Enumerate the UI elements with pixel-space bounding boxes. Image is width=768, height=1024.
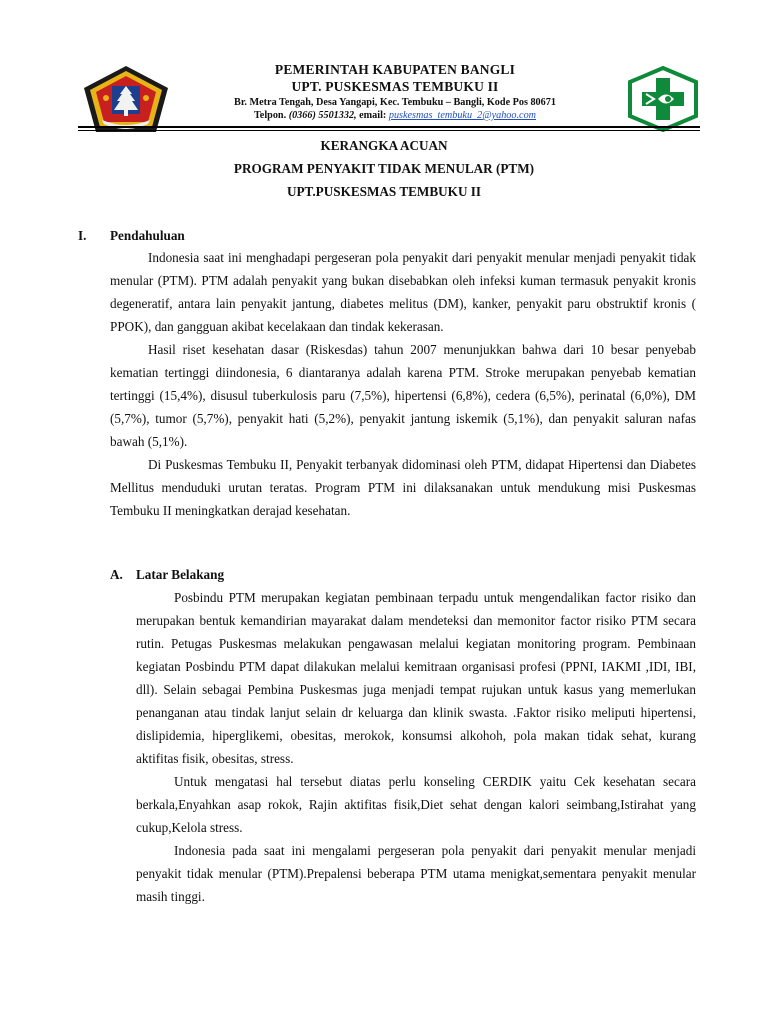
puskesmas-cross-logo	[628, 66, 698, 132]
section-1-paragraph-2: Hasil riset kesehatan dasar (Riskesdas) tahun 2007 menunjukkan bahwa dari 10 besar penyebab kematian tertinggi diindonesia, 6 diantaranya adalah karena PTM. Stroke merupakan penyebab kematian tertinggi (15,4%), disusul tuberkulosis paru (7,5%), hipertensi (6,8%), cedera (6,5%), perinatal (6,0%), DM (5,7%), tumor (5,7%), penyakit hati (5,2%), penyakit jantung iskemik (5,1%), dan penyakit saluran nafas bawah (5,1%).	[110, 342, 696, 449]
letterhead-address: Br. Metra Tengah, Desa Yangapi, Kec. Tembuku – Bangli, Kode Pos 80671	[234, 97, 556, 108]
email-label: email:	[359, 110, 387, 121]
phone-number: (0366) 5501332,	[288, 110, 357, 121]
organization-title: UPT.PUSKESMAS TEMBUKU II	[286, 184, 482, 199]
email-link[interactable]: puskesmas_tembuku_2@yahoo.com	[388, 110, 537, 121]
section-a-number: A.	[110, 567, 123, 582]
section-a-title: Latar Belakang	[136, 567, 225, 582]
phone-label: Telpon.	[253, 110, 287, 121]
program-title: PROGRAM PENYAKIT TIDAK MENULAR (PTM)	[233, 161, 535, 176]
section-1-number: I.	[78, 228, 87, 243]
section-1-paragraph-1: Indonesia saat ini menghadapi pergeseran pola penyakit dari penyakit menular menjadi penyakit tidak menular (PTM). PTM adalah penyakit yang bukan disebabkan oleh infeksi kuman termasuk penyakit kronis degeneratif, antara lain penyakit jantung, diabetes melitus (DM), kanker, penyakit paru obstruktif kronis ( PPOK), dan gangguan akibat kecelakaan dan tindak kekerasan.	[110, 250, 696, 334]
document-title: KERANGKA ACUAN	[320, 138, 448, 153]
letterhead-contact	[170, 110, 620, 121]
letterhead-divider-thick	[78, 126, 700, 128]
bangli-emblem-logo	[82, 64, 170, 134]
section-a-paragraph-1: Posbindu PTM merupakan kegiatan pembinaan terpadu untuk mengendalikan factor risiko dan merupakan bentuk kemandirian mayarakat dalam mendeteksi dan memonitor factor risiko PTM secara rutin. Petugas Puskesmas melakukan pengawasan melalui kegiatan monitoring program. Pembinaan kegiatan Posbindu PTM dapat dilakukan melalui kemitraan organisasi profesi (PPNI, IAKMI ,IDI, IBI, dll). Selain sebagai Pembina Puskesmas juga menjadi tempat rujukan untuk kasus yang memerlukan penanganan atau tindak lanjut selain dr keluarga dan klinik swasta. .Faktor risiko meliputi hipertensi, dislipidemia, hiperglikemi, obesitas, merokok, konsumsi alkohoh, pola makan tidak sehat, kurang aktifitas fisik, obesitas, stress.	[136, 590, 696, 766]
letterhead-unit: UPT. PUSKESMAS TEMBUKU II	[291, 79, 499, 94]
section-a-body	[136, 586, 696, 908]
section-a-paragraph-3: Indonesia pada saat ini mengalami pergeseran pola penyakit dari penyakit menular menjadi penyakit tidak menular (PTM).Prepalensi beberapa PTM utama menigkat,sementara penyakit menular masih tinggi.	[136, 843, 696, 904]
letterhead-divider-thin	[78, 130, 700, 131]
section-1-body	[110, 246, 696, 522]
section-1-title: Pendahuluan	[110, 228, 185, 243]
section-a-paragraph-2: Untuk mengatasi hal tersebut diatas perlu konseling CERDIK yaitu Cek kesehatan secara berkala,Enyahkan asap rokok, Rajin aktifitas fisik,Diet sehat dengan kalori seimbang,Istirahat yang cukup,Kelola stress.	[136, 774, 696, 835]
section-1-paragraph-3: Di Puskesmas Tembuku II, Penyakit terbanyak didominasi oleh PTM, didapat Hipertensi dan Diabetes Mellitus menduduki urutan teratas. Program PTM ini dilaksanakan untuk mendukung misi Puskesmas Tembuku II meningkatkan derajad kesehatan.	[110, 457, 696, 518]
letterhead-government: PEMERINTAH KABUPATEN BANGLI	[274, 62, 516, 77]
